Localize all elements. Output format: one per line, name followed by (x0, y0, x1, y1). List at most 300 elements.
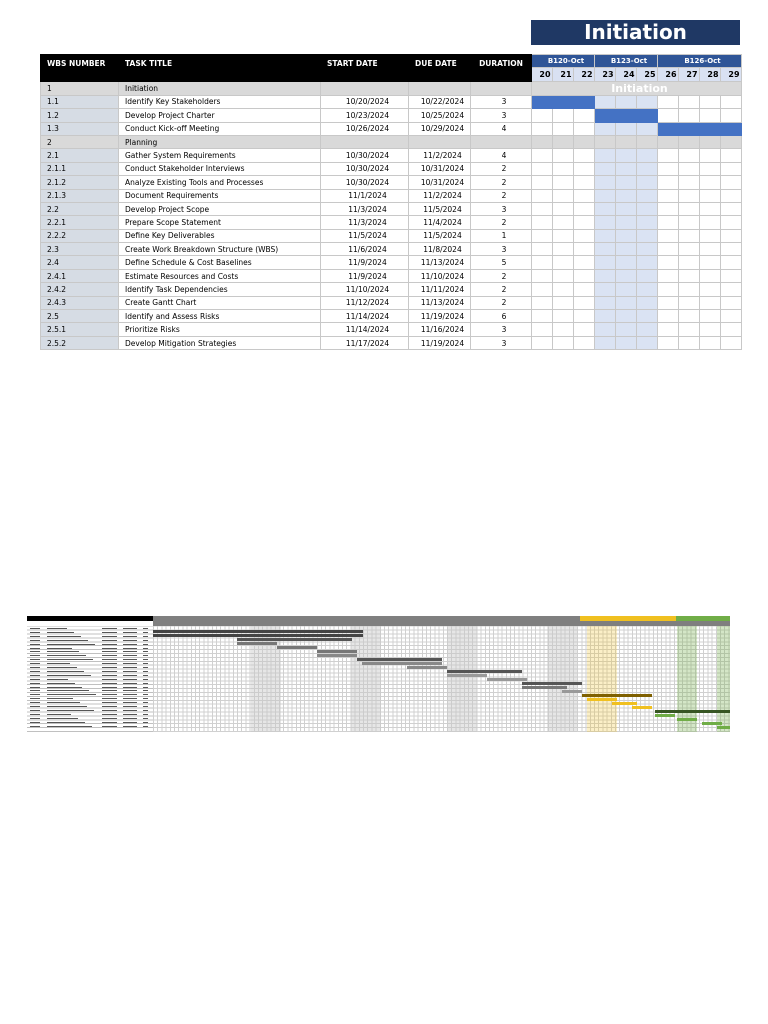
overview-text-line (123, 687, 137, 688)
start-date-cell: 11/1/2024 (321, 189, 409, 202)
gantt-bar-cell (700, 122, 721, 135)
duration-cell (471, 81, 532, 95)
overview-text-line (30, 706, 40, 707)
gantt-cell (595, 243, 616, 256)
gantt-cell (658, 296, 679, 309)
due-date-cell: 10/25/2024 (409, 109, 471, 122)
gantt-cell (532, 189, 553, 202)
overview-text-line (123, 659, 137, 660)
task-title-cell: Develop Project Scope (119, 202, 321, 215)
gantt-cell (616, 283, 637, 296)
gantt-bar-cell (658, 122, 679, 135)
due-date-cell: 11/2/2024 (409, 189, 471, 202)
overview-text-line (102, 640, 117, 641)
gantt-cell (721, 310, 742, 323)
gantt-cell (679, 135, 700, 148)
overview-text-line (47, 659, 93, 660)
start-date-cell: 11/6/2024 (321, 243, 409, 256)
gantt-cell (658, 243, 679, 256)
gantt-cell (595, 296, 616, 309)
overview-text-line (47, 651, 79, 652)
gantt-cell (553, 176, 574, 189)
overview-text-line (123, 663, 137, 664)
gantt-cell (679, 310, 700, 323)
gantt-cell (658, 149, 679, 162)
overview-text-line (123, 710, 137, 711)
gantt-cell (553, 135, 574, 148)
overview-text-line (47, 640, 88, 641)
overview-text-line (143, 659, 148, 660)
overview-text-line (143, 726, 148, 727)
duration-cell: 3 (471, 243, 532, 256)
start-date-cell: 10/20/2024 (321, 95, 409, 108)
start-date-cell: 10/26/2024 (321, 122, 409, 135)
gantt-cell (658, 216, 679, 229)
overview-text-line (123, 706, 137, 707)
gantt-cell (679, 162, 700, 175)
overview-text-line (47, 663, 70, 664)
gantt-cell (721, 189, 742, 202)
overview-text-line (47, 655, 86, 656)
gantt-cell (595, 216, 616, 229)
overview-text-line (123, 667, 137, 668)
overview-text-line (102, 632, 117, 633)
overview-text-line (30, 632, 40, 633)
overview-task-bar (702, 722, 722, 725)
gantt-cell (679, 189, 700, 202)
overview-header-black (27, 616, 153, 621)
gantt-cell (721, 135, 742, 148)
overview-text-line (123, 722, 137, 723)
overview-task-bar (447, 674, 487, 677)
overview-text-line (47, 726, 92, 727)
gantt-cell (616, 296, 637, 309)
gantt-cell (595, 162, 616, 175)
gantt-cell (637, 243, 658, 256)
phase-banner: Initiation (531, 20, 740, 45)
overview-text-line (143, 648, 148, 649)
overview-task-bar (153, 634, 363, 637)
task-row (41, 122, 742, 135)
task-title-cell: Identify Key Stakeholders (119, 95, 321, 108)
overview-text-line (102, 694, 117, 695)
wbs-number-cell: 2.4.2 (41, 283, 119, 296)
day-header: 21 (553, 68, 574, 81)
overview-text-line (47, 722, 85, 723)
gantt-cell (532, 216, 553, 229)
gantt-cell (532, 122, 553, 135)
gantt-cell (595, 283, 616, 296)
overview-text-line (102, 690, 117, 691)
overview-text-line (47, 718, 78, 719)
overview-text-line (102, 710, 117, 711)
gantt-cell (616, 216, 637, 229)
task-title-cell: Document Requirements (119, 189, 321, 202)
overview-header-yellow (580, 616, 676, 621)
duration-cell: 2 (471, 269, 532, 282)
gantt-cell (595, 135, 616, 148)
overview-task-bar (317, 654, 357, 657)
overview-text-line (143, 702, 148, 703)
wbs-number-cell: 1.2 (41, 109, 119, 122)
duration-cell: 4 (471, 122, 532, 135)
task-row (41, 323, 742, 336)
overview-text-line (123, 698, 137, 699)
gantt-cell (574, 135, 595, 148)
gantt-phase-label: Initiation (532, 81, 742, 95)
task-row (41, 176, 742, 189)
wbs-number-cell: 2.5 (41, 310, 119, 323)
gantt-cell (595, 336, 616, 349)
gantt-cell (553, 122, 574, 135)
overview-text-line (30, 687, 40, 688)
task-title-cell: Develop Mitigation Strategies (119, 336, 321, 349)
wbs-number-cell: 2.1.3 (41, 189, 119, 202)
task-row (41, 202, 742, 215)
duration-cell: 2 (471, 162, 532, 175)
gantt-cell (574, 256, 595, 269)
gantt-cell (553, 243, 574, 256)
gantt-cell (616, 323, 637, 336)
gantt-cell (658, 310, 679, 323)
overview-shade-col (447, 626, 477, 732)
overview-text-line (123, 651, 137, 652)
task-title-cell: Initiation (119, 81, 321, 95)
overview-task-bar (582, 694, 652, 697)
gantt-cell (700, 216, 721, 229)
gantt-cell (700, 202, 721, 215)
overview-text-line (143, 710, 148, 711)
gantt-cell (553, 109, 574, 122)
gantt-cell (616, 202, 637, 215)
task-title-cell: Planning (119, 135, 321, 148)
wbs-number-cell: 2.2.2 (41, 229, 119, 242)
gantt-cell (574, 243, 595, 256)
gantt-cell (532, 310, 553, 323)
overview-text-line (143, 687, 148, 688)
gantt-cell (721, 216, 742, 229)
due-date-cell: 11/2/2024 (409, 149, 471, 162)
overview-text-line (30, 698, 40, 699)
gantt-cell (532, 162, 553, 175)
week-header: B123-Oct (595, 55, 658, 68)
gantt-cell (532, 229, 553, 242)
gantt-cell (616, 256, 637, 269)
overview-text-line (30, 690, 40, 691)
day-header: 28 (700, 68, 721, 81)
gantt-cell (721, 323, 742, 336)
overview-text-line (143, 651, 148, 652)
overview-text-line (143, 640, 148, 641)
gantt-cell (679, 256, 700, 269)
gantt-cell (574, 310, 595, 323)
overview-text-line (47, 683, 75, 684)
overview-text-line (102, 644, 117, 645)
overview-text-line (143, 679, 148, 680)
overview-task-bar (612, 702, 637, 705)
gantt-cell (616, 95, 637, 108)
overview-text-line (123, 644, 137, 645)
gantt-bar-cell (532, 95, 553, 108)
week-header: B126-Oct (658, 55, 742, 68)
gantt-cell (532, 109, 553, 122)
gantt-cell (574, 296, 595, 309)
gantt-cell (637, 216, 658, 229)
task-title-cell: Define Schedule & Cost Baselines (119, 256, 321, 269)
gantt-cell (574, 336, 595, 349)
overview-text-line (30, 675, 40, 676)
start-date-cell: 11/14/2024 (321, 310, 409, 323)
overview-text-line (30, 659, 40, 660)
start-date-cell: 10/30/2024 (321, 149, 409, 162)
overview-text-line (30, 718, 40, 719)
duration-cell (471, 135, 532, 148)
gantt-bar-cell (595, 109, 616, 122)
week-header: B120-Oct (532, 55, 595, 68)
gantt-cell (700, 109, 721, 122)
gantt-overview-thumbnail (27, 616, 730, 732)
gantt-bar-cell (616, 109, 637, 122)
overview-task-bar (407, 666, 447, 669)
gantt-cell (721, 269, 742, 282)
gantt-bar-cell (721, 122, 742, 135)
task-row (41, 296, 742, 309)
task-title-cell: Create Gantt Chart (119, 296, 321, 309)
gantt-cell (532, 149, 553, 162)
gantt-cell (637, 149, 658, 162)
gantt-cell (553, 310, 574, 323)
overview-text-line (30, 702, 40, 703)
gantt-cell (637, 296, 658, 309)
overview-text-line (30, 663, 40, 664)
overview-header-gray (153, 616, 580, 621)
gantt-cell (637, 122, 658, 135)
gantt-cell (679, 216, 700, 229)
gantt-cell (637, 176, 658, 189)
overview-text-line (123, 714, 137, 715)
gantt-cell (721, 162, 742, 175)
gantt-cell (574, 122, 595, 135)
gantt-cell (595, 256, 616, 269)
overview-text-line (30, 644, 40, 645)
gantt-cell (721, 256, 742, 269)
overview-task-bar (562, 690, 582, 693)
duration-cell: 3 (471, 109, 532, 122)
task-row (41, 269, 742, 282)
overview-text-line (123, 632, 137, 633)
overview-text-line (123, 628, 137, 629)
due-date-cell (409, 81, 471, 95)
gantt-cell (574, 283, 595, 296)
gantt-bar-cell (553, 95, 574, 108)
gantt-cell (700, 176, 721, 189)
duration-cell: 2 (471, 189, 532, 202)
gantt-cell (574, 149, 595, 162)
overview-text-line (47, 675, 91, 676)
overview-shade-yellow (587, 626, 617, 732)
overview-text-line (123, 655, 137, 656)
col-header-duration: DURATION (471, 55, 532, 82)
overview-text-line (143, 675, 148, 676)
overview-text-line (47, 648, 72, 649)
overview-task-bar (277, 646, 317, 649)
task-title-cell: Gather System Requirements (119, 149, 321, 162)
gantt-cell (637, 202, 658, 215)
gantt-cell (658, 109, 679, 122)
start-date-cell: 11/17/2024 (321, 336, 409, 349)
gantt-cell (721, 283, 742, 296)
gantt-cell (637, 269, 658, 282)
overview-text-line (143, 628, 148, 629)
wbs-number-cell: 2.1 (41, 149, 119, 162)
gantt-cell (532, 296, 553, 309)
gantt-cell (616, 336, 637, 349)
gantt-cell (700, 269, 721, 282)
duration-cell: 2 (471, 216, 532, 229)
start-date-cell (321, 81, 409, 95)
day-header: 20 (532, 68, 553, 81)
gantt-cell (658, 135, 679, 148)
gantt-cell (679, 283, 700, 296)
gantt-cell (637, 336, 658, 349)
day-header: 23 (595, 68, 616, 81)
duration-cell: 1 (471, 229, 532, 242)
start-date-cell: 11/10/2024 (321, 283, 409, 296)
task-row (41, 229, 742, 242)
overview-text-line (123, 683, 137, 684)
gantt-cell (595, 176, 616, 189)
wbs-number-cell: 2.2.1 (41, 216, 119, 229)
start-date-cell: 10/30/2024 (321, 176, 409, 189)
overview-text-line (102, 726, 117, 727)
overview-text-line (143, 663, 148, 664)
gantt-cell (616, 243, 637, 256)
overview-text-line (47, 694, 96, 695)
due-date-cell: 11/5/2024 (409, 202, 471, 215)
col-header-due-date: DUE DATE (409, 55, 471, 82)
overview-text-line (123, 648, 137, 649)
task-row (41, 109, 742, 122)
col-header-task-title: TASK TITLE (119, 55, 321, 82)
gantt-cell (637, 189, 658, 202)
overview-task-bar (522, 682, 582, 685)
gantt-cell (679, 95, 700, 108)
start-date-cell: 11/14/2024 (321, 323, 409, 336)
overview-text-line (30, 655, 40, 656)
due-date-cell: 11/19/2024 (409, 310, 471, 323)
overview-text-line (143, 718, 148, 719)
gantt-cell (532, 269, 553, 282)
overview-task-bar (677, 718, 697, 721)
overview-text-line (30, 710, 40, 711)
overview-text-line (102, 698, 117, 699)
duration-cell: 2 (471, 296, 532, 309)
overview-shade-col (547, 626, 577, 732)
duration-cell: 6 (471, 310, 532, 323)
due-date-cell: 10/29/2024 (409, 122, 471, 135)
due-date-cell: 11/19/2024 (409, 336, 471, 349)
overview-text-line (143, 632, 148, 633)
task-title-cell: Prepare Scope Statement (119, 216, 321, 229)
due-date-cell: 11/13/2024 (409, 256, 471, 269)
task-title-cell: Estimate Resources and Costs (119, 269, 321, 282)
start-date-cell: 11/12/2024 (321, 296, 409, 309)
gantt-cell (658, 95, 679, 108)
gantt-cell (595, 149, 616, 162)
task-title-cell: Define Key Deliverables (119, 229, 321, 242)
day-header: 27 (679, 68, 700, 81)
gantt-cell (553, 283, 574, 296)
overview-text-line (123, 636, 137, 637)
col-header-wbs: WBS NUMBER (41, 55, 119, 82)
gantt-cell (700, 296, 721, 309)
duration-cell: 4 (471, 149, 532, 162)
overview-text-line (143, 671, 148, 672)
overview-text-line (143, 690, 148, 691)
due-date-cell: 10/31/2024 (409, 162, 471, 175)
overview-text-line (30, 651, 40, 652)
overview-text-line (102, 687, 117, 688)
gantt-cell (532, 243, 553, 256)
gantt-cell (553, 162, 574, 175)
gantt-cell (553, 149, 574, 162)
gantt-cell (679, 149, 700, 162)
overview-text-line (102, 651, 117, 652)
overview-text-line (123, 702, 137, 703)
overview-text-line (30, 694, 40, 695)
overview-text-line (102, 628, 117, 629)
gantt-cell (721, 109, 742, 122)
overview-text-line (123, 690, 137, 691)
wbs-number-cell: 2.2 (41, 202, 119, 215)
gantt-cell (679, 336, 700, 349)
gantt-cell (700, 283, 721, 296)
due-date-cell: 11/10/2024 (409, 269, 471, 282)
due-date-cell: 10/31/2024 (409, 176, 471, 189)
gantt-cell (553, 296, 574, 309)
gantt-cell (574, 229, 595, 242)
overview-task-bar (717, 726, 730, 729)
gantt-cell (679, 243, 700, 256)
task-row (41, 162, 742, 175)
gantt-cell (595, 269, 616, 282)
gantt-cell (637, 323, 658, 336)
day-header: 24 (616, 68, 637, 81)
day-header: 25 (637, 68, 658, 81)
gantt-cell (658, 229, 679, 242)
task-row (41, 149, 742, 162)
due-date-cell: 10/22/2024 (409, 95, 471, 108)
overview-shade-col (351, 626, 381, 732)
due-date-cell: 11/11/2024 (409, 283, 471, 296)
phase-row (41, 81, 742, 95)
overview-text-line (143, 636, 148, 637)
wbs-number-cell: 2.5.2 (41, 336, 119, 349)
gantt-cell (679, 296, 700, 309)
overview-text-line (143, 683, 148, 684)
start-date-cell: 11/9/2024 (321, 269, 409, 282)
gantt-cell (658, 323, 679, 336)
day-header: 29 (721, 68, 742, 81)
gantt-cell (553, 336, 574, 349)
gantt-cell (679, 229, 700, 242)
gantt-cell (679, 323, 700, 336)
gantt-cell (595, 189, 616, 202)
overview-text-line (102, 659, 117, 660)
overview-text-line (102, 702, 117, 703)
overview-text-line (143, 644, 148, 645)
task-row (41, 283, 742, 296)
